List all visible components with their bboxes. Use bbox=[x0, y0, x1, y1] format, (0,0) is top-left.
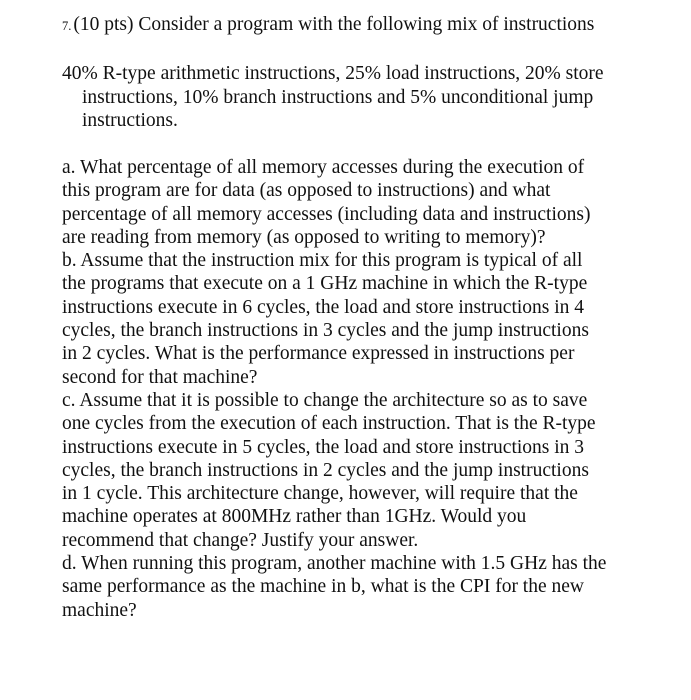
part-c-line: one cycles from the execution of each instruction. That is the R-type bbox=[62, 413, 596, 435]
part-c-line: recommend that change? Justify your answer. bbox=[62, 529, 419, 551]
question-parts bbox=[62, 156, 652, 622]
part-a-line: are reading from memory (as opposed to writing to memory)? bbox=[62, 226, 546, 248]
part-a bbox=[62, 156, 652, 249]
instruction-mix-paragraph bbox=[62, 62, 642, 133]
part-b-line: the programs that execute on a 1 GHz machine in which the R-type bbox=[62, 273, 588, 295]
part-b-line: in 2 cycles. What is the performance expressed in instructions per bbox=[62, 343, 575, 365]
question-header bbox=[62, 13, 594, 38]
instruction-mix-line: instructions, 10% branch instructions and 5% unconditional jump bbox=[82, 86, 594, 108]
part-a-line: a. What percentage of all memory accesses during the execution of bbox=[62, 157, 585, 178]
part-c-line: instructions execute in 5 cycles, the load and store instructions in 3 bbox=[62, 436, 585, 458]
instruction-mix-line: 40% R-type arithmetic instructions, 25% load instructions, 20% store bbox=[62, 63, 604, 84]
part-b bbox=[62, 249, 652, 389]
part-d bbox=[62, 552, 652, 622]
part-d-line: machine? bbox=[62, 599, 137, 621]
part-d-line: d. When running this program, another machine with 1.5 GHz has the bbox=[62, 553, 607, 575]
part-c-line: c. Assume that it is possible to change the architecture so as to save bbox=[62, 389, 588, 411]
part-b-line: second for that machine? bbox=[62, 366, 258, 388]
part-c bbox=[62, 389, 652, 552]
part-d-line: same performance as the machine in b, what is the CPI for the new bbox=[62, 576, 584, 598]
part-a-line: percentage of all memory accesses (including data and instructions) bbox=[62, 203, 591, 225]
part-c-line: cycles, the branch instructions in 2 cycles and the jump instructions bbox=[62, 459, 589, 481]
instruction-mix-line: instructions. bbox=[82, 110, 178, 131]
part-a-line: this program are for data (as opposed to instructions) and what bbox=[62, 180, 551, 202]
part-b-line: b. Assume that the instruction mix for this program is typical of all bbox=[62, 250, 583, 272]
question-number: 7. bbox=[62, 19, 72, 33]
part-b-line: instructions execute in 6 cycles, the load and store instructions in 4 bbox=[62, 296, 585, 318]
question-header-text: (10 pts) Consider a program with the following mix of instructions bbox=[73, 14, 595, 35]
part-b-line: cycles, the branch instructions in 3 cycles and the jump instructions bbox=[62, 320, 589, 342]
part-c-line: in 1 cycle. This architecture change, however, will require that the bbox=[62, 483, 578, 505]
part-c-line: machine operates at 800MHz rather than 1GHz. Would you bbox=[62, 506, 527, 528]
